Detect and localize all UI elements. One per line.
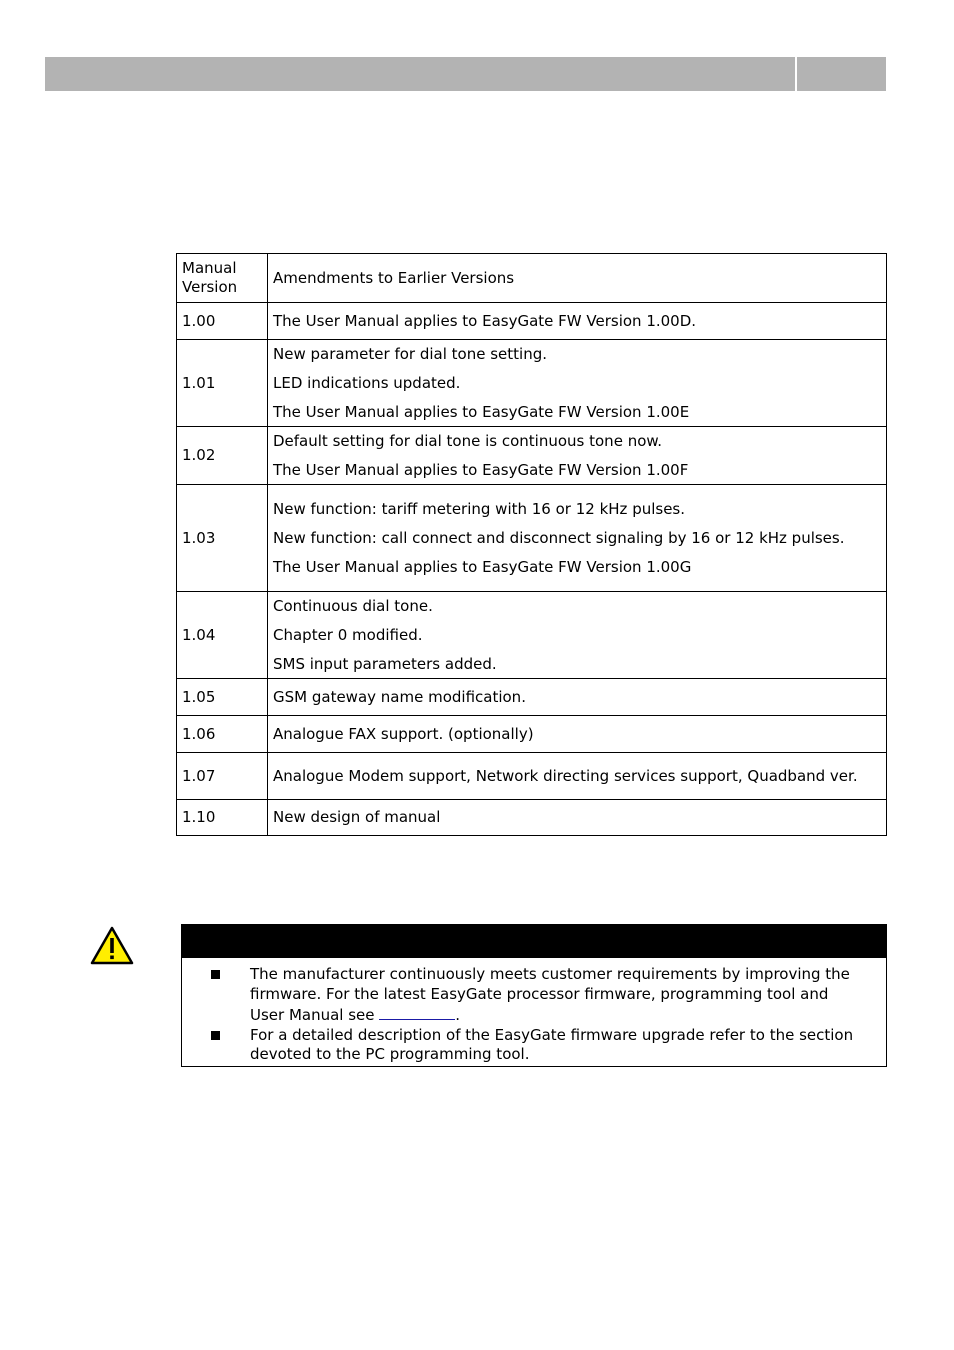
amendment-cell [268, 303, 887, 340]
version-cell: 1.03 [177, 485, 268, 592]
amendment-cell [268, 340, 887, 427]
amendment-cell [268, 427, 887, 485]
table-row [177, 485, 887, 592]
notice-text-end: . [455, 1006, 461, 1024]
version-cell: 1.01 [177, 340, 268, 427]
amendment-cell [268, 679, 887, 716]
amendment-line: The User Manual applies to EasyGate FW Version 1.00G [273, 557, 692, 576]
table-header-row [177, 254, 887, 303]
table-row [177, 800, 887, 836]
amendment-line: New design of manual [273, 808, 441, 826]
amendment-line: LED indications updated. [273, 373, 461, 392]
version-cell: 1.07 [177, 753, 268, 800]
notice-text: For a detailed description of the EasyGate firmware upgrade refer to the section devoted to the PC programming tool. [250, 1025, 854, 1063]
square-bullet-icon [211, 970, 220, 979]
table-row [177, 679, 887, 716]
notice-header-bar [182, 925, 886, 958]
notice-list [182, 958, 886, 1065]
amendment-line: The User Manual applies to EasyGate FW Version 1.00E [273, 402, 690, 421]
header-manual-version: Manual Version [177, 254, 268, 303]
amendment-line: Analogue Modem support, Network directing services support, Quadband ver. [273, 766, 858, 785]
version-cell: 1.10 [177, 800, 268, 836]
amendment-cell [268, 800, 887, 836]
amendment-line: The User Manual applies to EasyGate FW Version 1.00F [273, 460, 689, 479]
amendment-cell [268, 592, 887, 679]
table-row [177, 592, 887, 679]
amendment-line: GSM gateway name modification. [273, 687, 526, 706]
amendment-line: Continuous dial tone. [273, 596, 433, 615]
amendment-cell [268, 753, 887, 800]
list-item [182, 965, 886, 1026]
amendment-line: New parameter for dial tone setting. [273, 344, 547, 363]
notice-text: The manufacturer continuously meets customer requirements by improving the firmware. For the latest EasyGate processor firmware, programming tool and User Manual see [250, 965, 850, 1024]
amendment-line: Analogue FAX support. (optionally) [273, 724, 534, 743]
amendment-line: New function: call connect and disconnect signaling by 16 or 12 kHz pulses. [273, 528, 845, 547]
version-cell: 1.00 [177, 303, 268, 340]
notice-box [181, 924, 887, 1067]
version-history-table [176, 253, 887, 836]
header-amendments: Amendments to Earlier Versions [268, 254, 887, 303]
table-row [177, 716, 887, 753]
version-cell: 1.02 [177, 427, 268, 485]
amendment-cell [268, 485, 887, 592]
table-row [177, 303, 887, 340]
version-cell: 1.06 [177, 716, 268, 753]
square-bullet-icon [211, 1031, 220, 1040]
table-row [177, 753, 887, 800]
amendment-line: Default setting for dial tone is continuous tone now. [273, 431, 663, 450]
download-link[interactable] [379, 1004, 455, 1020]
version-cell: 1.05 [177, 679, 268, 716]
amendment-cell [268, 716, 887, 753]
table-row [177, 427, 887, 485]
amendment-line: The User Manual applies to EasyGate FW Version 1.00D. [273, 311, 697, 330]
amendment-line: New function: tariff metering with 16 or 12 kHz pulses. [273, 499, 686, 518]
header-bar [45, 57, 795, 91]
warning-triangle-icon [90, 926, 134, 966]
amendment-line: Chapter 0 modified. [273, 625, 423, 644]
list-item [182, 1026, 886, 1065]
amendment-line: SMS input parameters added. [273, 654, 497, 673]
header-page-box [797, 57, 886, 91]
version-cell: 1.04 [177, 592, 268, 679]
table-row [177, 340, 887, 427]
